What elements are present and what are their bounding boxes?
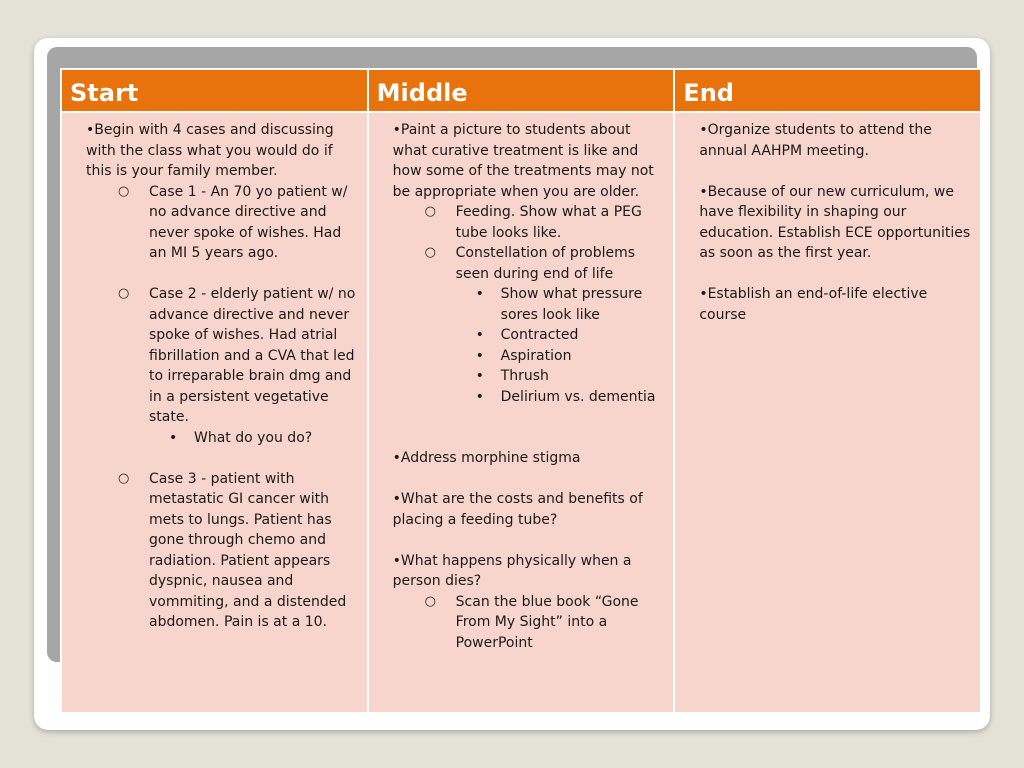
curriculum-point: •Because of our new curriculum, we have flexibility in shaping our education. Establish ECE opportunities as soon as the first year. (699, 183, 971, 261)
bullet-icon: • (475, 327, 484, 343)
problem-item (393, 346, 668, 367)
problem-item (393, 387, 668, 408)
problem-text: Thrush (500, 368, 549, 384)
bullet-icon: • (169, 429, 178, 446)
dies-point: •What happens physically when a person dies? (392, 552, 632, 589)
problem-item (393, 325, 668, 346)
morphine-point: •Address morphine stigma (392, 450, 581, 466)
scan-text: Scan the blue book “Gone From My Sight” into a PowerPoint (455, 593, 639, 651)
header-middle: Middle (368, 69, 675, 112)
problem-item (393, 284, 668, 325)
problem-text: Show what pressure sores look like (500, 286, 643, 323)
case-2-question (86, 428, 361, 449)
case-1-item (86, 182, 361, 264)
costs-point: •What are the costs and benefits of placing a feeding tube? (392, 491, 643, 528)
content-row (61, 112, 981, 713)
circle-bullet-icon: ○ (118, 286, 130, 301)
elective-point: •Establish an end-of-life elective course (699, 286, 928, 323)
end-cell (674, 112, 981, 713)
middle-intro: •Paint a picture to students about what curative treatment is like and how some of the treatments may not be appropriate when you are older. (392, 122, 654, 200)
bullet-icon: • (475, 347, 484, 364)
scan-item (393, 592, 668, 654)
circle-bullet-icon: ○ (424, 593, 436, 609)
header-end: End (674, 69, 981, 112)
start-cell (61, 112, 368, 713)
problem-text: Aspiration (500, 347, 572, 364)
bullet-icon: • (475, 286, 484, 302)
problem-text: Contracted (500, 327, 579, 343)
constellation-text: Constellation of problems seen during end of life (455, 245, 636, 282)
problem-item (393, 366, 668, 387)
feeding-text: Feeding. Show what a PEG tube looks like. (455, 204, 642, 241)
bullet-icon: • (475, 388, 484, 405)
bullet-icon: • (475, 368, 484, 384)
case-1-text: Case 1 - An 70 yo patient w/ no advance directive and never spoke of wishes. Had an MI 5 years ago. (149, 183, 348, 261)
circle-bullet-icon: ○ (424, 245, 436, 260)
circle-bullet-icon: ○ (118, 470, 130, 486)
curriculum-table (60, 68, 982, 714)
case-2-text: Case 2 - elderly patient w/ no advance directive and never spoke of wishes. Had atrial fibrillation and a CVA that led to irreparable brain dmg and in a persistent vegetative state. (149, 286, 356, 425)
case-2-question-text: What do you do? (194, 429, 313, 446)
circle-bullet-icon: ○ (118, 183, 130, 199)
header-row (61, 69, 981, 112)
header-start: Start (61, 69, 368, 112)
circle-bullet-icon: ○ (424, 204, 436, 219)
case-3-text: Case 3 - patient with metastatic GI cancer with mets to lungs. Patient has gone through chemo and radiation. Patient appears dyspnic, nausea and vommiting, and a distended abdomen. Pain is at a 10. (149, 470, 347, 630)
organize-point: •Organize students to attend the annual AAHPM meeting. (699, 122, 932, 159)
middle-cell (368, 112, 675, 713)
constellation-item (393, 243, 668, 284)
case-3-item (86, 469, 361, 633)
case-2-item (86, 284, 361, 428)
problem-text: Delirium vs. dementia (500, 388, 656, 405)
start-intro: •Begin with 4 cases and discussing with the class what you would do if this is your family member. (86, 122, 334, 179)
feeding-item (393, 202, 668, 243)
